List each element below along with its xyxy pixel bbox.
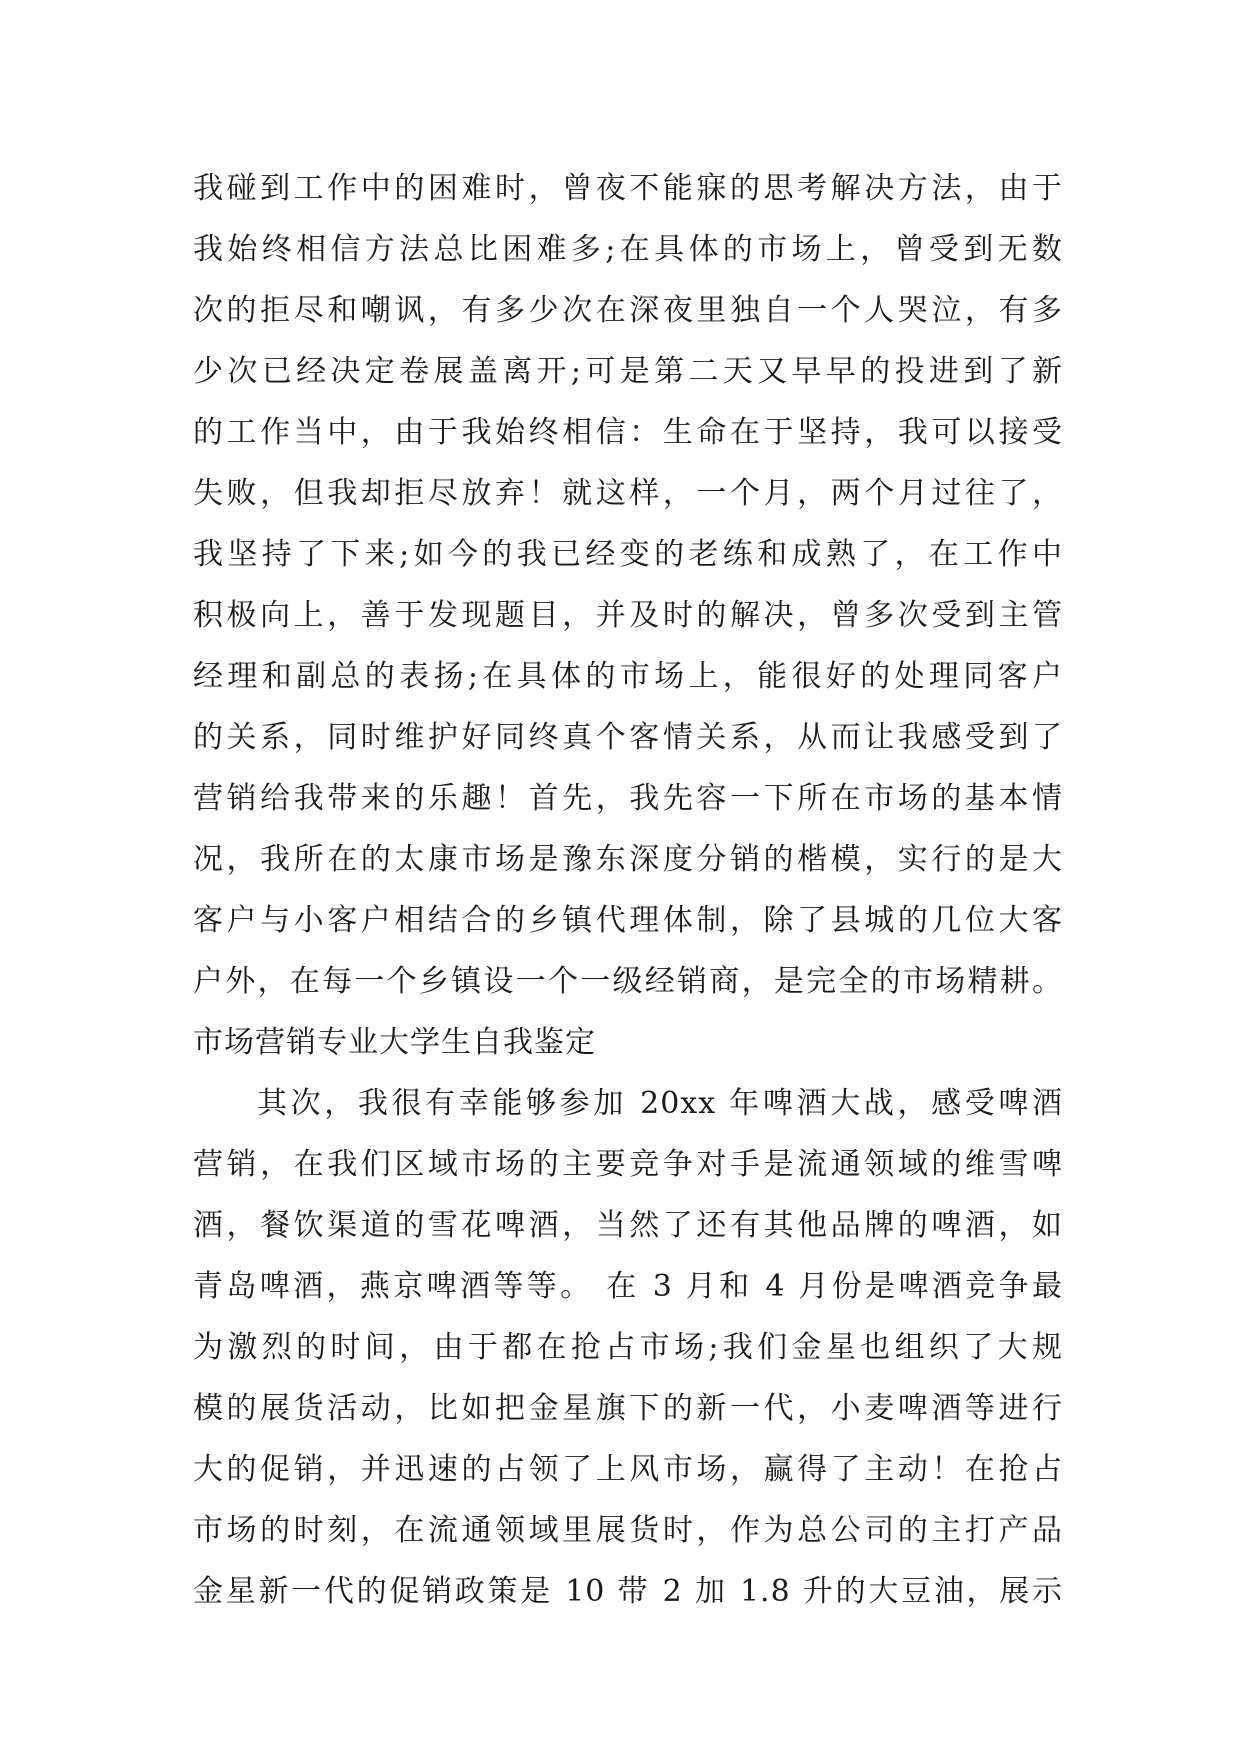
paragraph-line: 为激烈的时间，由于都在抢占市场;我们金星也组织了大规 <box>193 1330 1063 1365</box>
paragraph-line: 的工作当中，由于我始终相信：生命在于坚持，我可以接受 <box>193 415 1063 450</box>
paragraph-line: 青岛啤酒，燕京啤酒等等。 在 3 月和 4 月份是啤酒竞争最 <box>193 1269 1063 1304</box>
paragraph-line: 失败，但我却拒尽放弃！就这样，一个月，两个月过往了， <box>193 476 1063 511</box>
paragraph-line: 我碰到工作中的困难时，曾夜不能寐的思考解决方法，由于 <box>193 171 1063 206</box>
paragraph-line: 金星新一代的促销政策是 10 带 2 加 1.8 升的大豆油，展示 <box>193 1574 1063 1609</box>
paragraph-line: 酒，餐饮渠道的雪花啤酒，当然了还有其他品牌的啤酒，如 <box>193 1208 1063 1243</box>
paragraph-line: 客户与小客户相结合的乡镇代理体制，除了县城的几位大客 <box>193 903 1063 938</box>
paragraph-line: 次的拒尽和嘲讽，有多少次在深夜里独自一个人哭泣，有多 <box>193 293 1063 328</box>
paragraph-line: 营销，在我们区域市场的主要竞争对手是流通领域的维雪啤 <box>193 1147 1063 1182</box>
paragraph-line: 营销给我带来的乐趣！首先，我先容一下所在市场的基本情 <box>193 781 1063 816</box>
paragraph-line: 其次，我很有幸能够参加 20xx 年啤酒大战，感受啤酒 <box>257 1086 1063 1121</box>
paragraph-line: 少次已经决定卷展盖离开;可是第二天又早早的投进到了新 <box>193 354 1063 389</box>
paragraph-line: 积极向上，善于发现题目，并及时的解决，曾多次受到主管 <box>193 598 1063 633</box>
paragraph-line: 户外，在每一个乡镇设一个一级经销商，是完全的市场精耕。 <box>193 964 1063 999</box>
paragraph-line: 大的促销，并迅速的占领了上风市场，赢得了主动！在抢占 <box>193 1452 1063 1487</box>
paragraph-line: 模的展货活动，比如把金星旗下的新一代，小麦啤酒等进行 <box>193 1391 1063 1426</box>
paragraph-line: 况，我所在的太康市场是豫东深度分销的楷模，实行的是大 <box>193 842 1063 877</box>
document-body <box>193 158 1063 1622</box>
paragraph-line: 的关系，同时维护好同终真个客情关系，从而让我感受到了 <box>193 720 1063 755</box>
section-heading: 市场营销专业大学生自我鉴定 <box>193 1025 596 1060</box>
paragraph-line: 我始终相信方法总比困难多;在具体的市场上，曾受到无数 <box>193 232 1063 267</box>
paragraph-line: 经理和副总的表扬;在具体的市场上，能很好的处理同客户 <box>193 659 1063 694</box>
paragraph-line: 我坚持了下来;如今的我已经变的老练和成熟了，在工作中 <box>193 537 1063 572</box>
paragraph-line: 市场的时刻，在流通领域里展货时，作为总公司的主打产品 <box>193 1513 1063 1548</box>
